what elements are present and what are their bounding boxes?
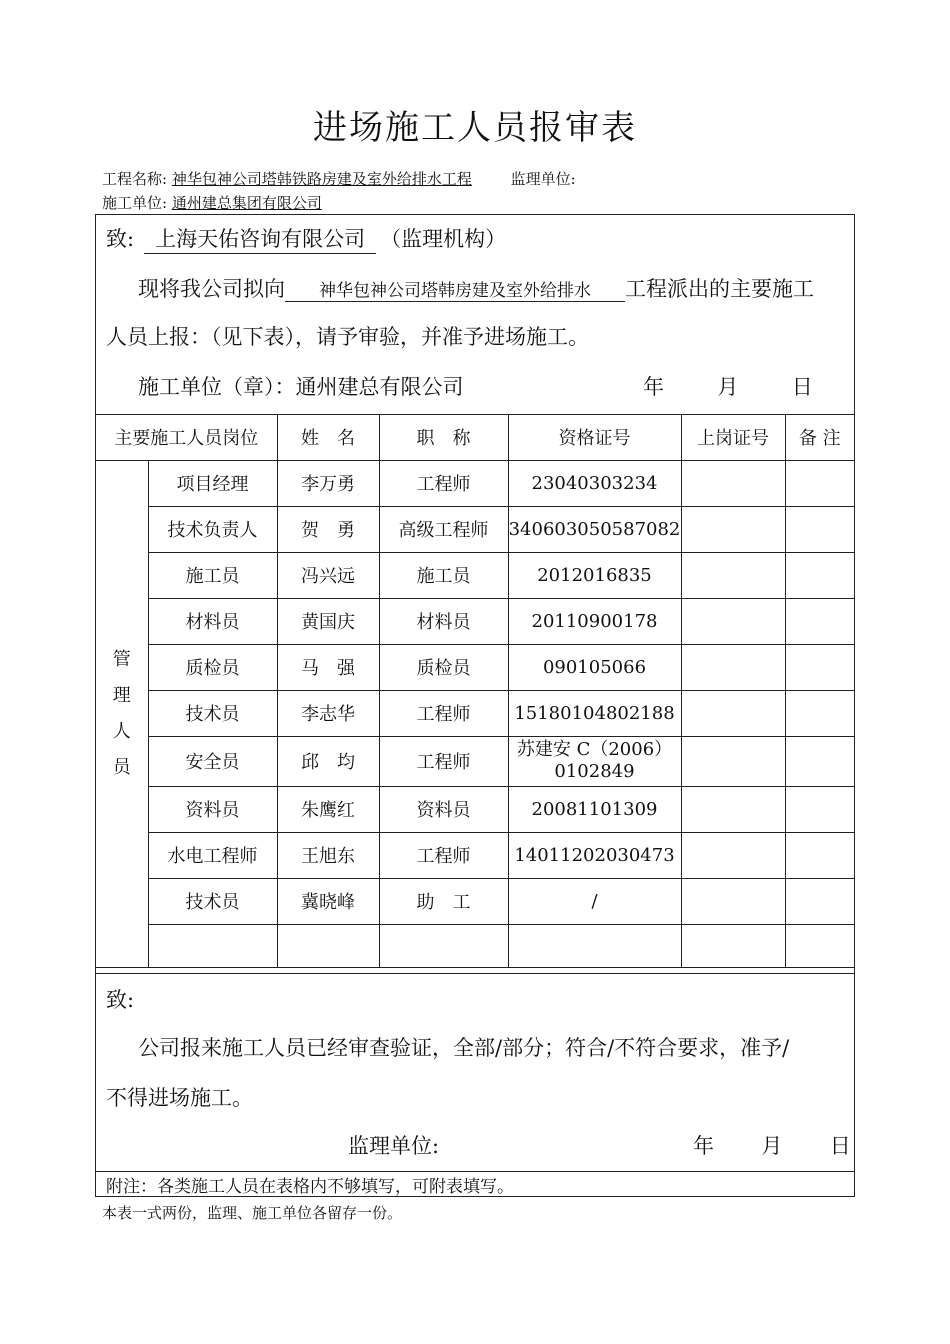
project-name-label: 工程名称: — [102, 170, 168, 188]
table-row — [96, 460, 854, 506]
cell-title: 助 工 — [379, 878, 508, 924]
cell-post: 安全员 — [148, 736, 277, 786]
cell-permit[interactable] — [681, 832, 785, 878]
addressee-field[interactable]: 上海天佑咨询有限公司 — [144, 223, 376, 254]
table-row — [96, 644, 854, 690]
cell-name: 李万勇 — [277, 460, 379, 506]
header-post: 主要施工人员岗位 — [96, 414, 277, 460]
review-body-line: 公司报来施工人员已经审查验证，全部/部分；符合/不符合要求，准予/ — [138, 1036, 790, 1060]
table-row — [96, 552, 854, 598]
cell-permit[interactable] — [681, 598, 785, 644]
cell-cert-line-1: 苏建安 C（2006） — [516, 739, 673, 760]
contractor-label: 施工单位: — [102, 194, 168, 212]
cell-post: 施工员 — [148, 552, 277, 598]
cell-name: 王旭东 — [277, 832, 379, 878]
cell-post[interactable] — [148, 924, 277, 967]
cell-permit[interactable] — [681, 552, 785, 598]
table-header-row — [96, 414, 854, 460]
cell-post: 项目经理 — [148, 460, 277, 506]
form-frame — [95, 214, 855, 1197]
review-unit-label: 监理单位: — [348, 1134, 440, 1158]
note-text: 附注：各类施工人员在表格内不够填写，可附表填写。 — [106, 1177, 514, 1197]
table-row — [96, 878, 854, 924]
cell-name[interactable] — [277, 924, 379, 967]
cell-remark[interactable] — [785, 460, 854, 506]
body-suffix: 工程派出的主要施工 — [625, 277, 814, 301]
day-label: 日 — [791, 375, 813, 399]
submission-date — [643, 371, 813, 401]
submission-body-line — [138, 273, 814, 303]
header-remark: 备 注 — [785, 414, 854, 460]
cell-remark[interactable] — [785, 644, 854, 690]
header-name: 姓 名 — [277, 414, 379, 460]
cell-remark[interactable] — [785, 506, 854, 552]
cell-name: 邱 均 — [277, 736, 379, 786]
review-section — [96, 973, 854, 1172]
cell-post: 技术员 — [148, 690, 277, 736]
cell-cert-line-2: 0102849 — [554, 761, 635, 782]
cell-remark[interactable] — [785, 598, 854, 644]
cell-remark[interactable] — [785, 786, 854, 832]
cell-title[interactable] — [379, 924, 508, 967]
to-label: 致: — [106, 227, 135, 251]
cell-title: 质检员 — [379, 644, 508, 690]
cell-title: 高级工程师 — [379, 506, 508, 552]
cell-cert: 15180104802188 — [508, 690, 681, 736]
cell-remark[interactable] — [785, 690, 854, 736]
cell-permit[interactable] — [681, 644, 785, 690]
cell-remark[interactable] — [785, 552, 854, 598]
day-label: 日 — [829, 1134, 851, 1158]
table-row — [96, 832, 854, 878]
review-date — [693, 1130, 851, 1160]
cell-title: 工程师 — [379, 690, 508, 736]
project-meta-line — [102, 168, 576, 189]
cell-title: 材料员 — [379, 598, 508, 644]
page-title: 进场施工人员报审表 — [313, 108, 637, 148]
cell-cert[interactable] — [508, 924, 681, 967]
table-row — [96, 690, 854, 736]
header-permit: 上岗证号 — [681, 414, 785, 460]
cell-permit[interactable] — [681, 736, 785, 786]
cell-cert: 14011202030473 — [508, 832, 681, 878]
cell-permit[interactable] — [681, 690, 785, 736]
cell-title: 施工员 — [379, 552, 508, 598]
cell-post: 资料员 — [148, 786, 277, 832]
cell-cert: 340603050587082 — [508, 506, 681, 552]
table-row — [96, 736, 854, 786]
review-to-label: 致: — [106, 988, 135, 1012]
cell-permit[interactable] — [681, 506, 785, 552]
cell-name: 贺 勇 — [277, 506, 379, 552]
footer-text: 本表一式两份，监理、施工单位各留存一份。 — [102, 1204, 403, 1222]
cell-cert: 20081101309 — [508, 786, 681, 832]
cell-title: 工程师 — [379, 736, 508, 786]
addressee-suffix: （监理机构） — [380, 227, 507, 251]
staff-table — [96, 414, 854, 968]
cell-remark[interactable] — [785, 924, 854, 967]
project-field[interactable]: 神华包神公司塔韩房建及室外给排水 — [285, 276, 625, 302]
cell-post: 技术员 — [148, 878, 277, 924]
cell-permit[interactable] — [681, 924, 785, 967]
table-row — [96, 506, 854, 552]
cell-name: 马 强 — [277, 644, 379, 690]
cell-remark[interactable] — [785, 736, 854, 786]
cell-name: 朱鹰红 — [277, 786, 379, 832]
header-cert: 资格证号 — [508, 414, 681, 460]
header-title: 职 称 — [379, 414, 508, 460]
submission-addressee-line — [106, 223, 506, 254]
cell-permit[interactable] — [681, 786, 785, 832]
cell-title: 工程师 — [379, 460, 508, 506]
cell-name: 冀晓峰 — [277, 878, 379, 924]
review-body-line-2: 不得进场施工。 — [106, 1086, 253, 1110]
month-label: 月 — [761, 1134, 783, 1158]
cell-cert: 090105066 — [508, 644, 681, 690]
table-row — [96, 786, 854, 832]
cell-title: 资料员 — [379, 786, 508, 832]
cell-name: 李志华 — [277, 690, 379, 736]
project-name-value: 神华包神公司塔韩铁路房建及室外给排水工程 — [171, 170, 472, 188]
year-label: 年 — [693, 1134, 714, 1158]
body-prefix: 现将我公司拟向 — [138, 277, 285, 301]
year-label: 年 — [643, 375, 664, 399]
cell-cert: 23040303234 — [508, 460, 681, 506]
cell-remark[interactable] — [785, 878, 854, 924]
group-label-management: 管 理 人 员 — [96, 460, 148, 967]
contractor-value: 通州建总集团有限公司 — [171, 194, 322, 212]
cell-post: 技术负责人 — [148, 506, 277, 552]
cell-name: 黄国庆 — [277, 598, 379, 644]
table-row — [96, 598, 854, 644]
submission-body-line-2: 人员上报：（见下表），请予审验，并准予进场施工。 — [106, 325, 589, 349]
contractor-seal-line: 施工单位（章）：通州建总有限公司 — [138, 375, 464, 399]
cell-post: 水电工程师 — [148, 832, 277, 878]
cell-cert — [508, 736, 681, 786]
contractor-meta-line — [102, 192, 322, 213]
cell-title: 工程师 — [379, 832, 508, 878]
table-row-empty — [96, 924, 854, 967]
cell-permit[interactable] — [681, 460, 785, 506]
cell-cert: 20110900178 — [508, 598, 681, 644]
month-label: 月 — [717, 375, 739, 399]
cell-name: 冯兴远 — [277, 552, 379, 598]
cell-remark[interactable] — [785, 832, 854, 878]
submission-section — [96, 215, 854, 415]
supervision-unit-label: 监理单位: — [510, 170, 576, 188]
cell-permit[interactable] — [681, 878, 785, 924]
cell-post: 材料员 — [148, 598, 277, 644]
cell-cert: 2012016835 — [508, 552, 681, 598]
cell-cert: / — [508, 878, 681, 924]
cell-post: 质检员 — [148, 644, 277, 690]
